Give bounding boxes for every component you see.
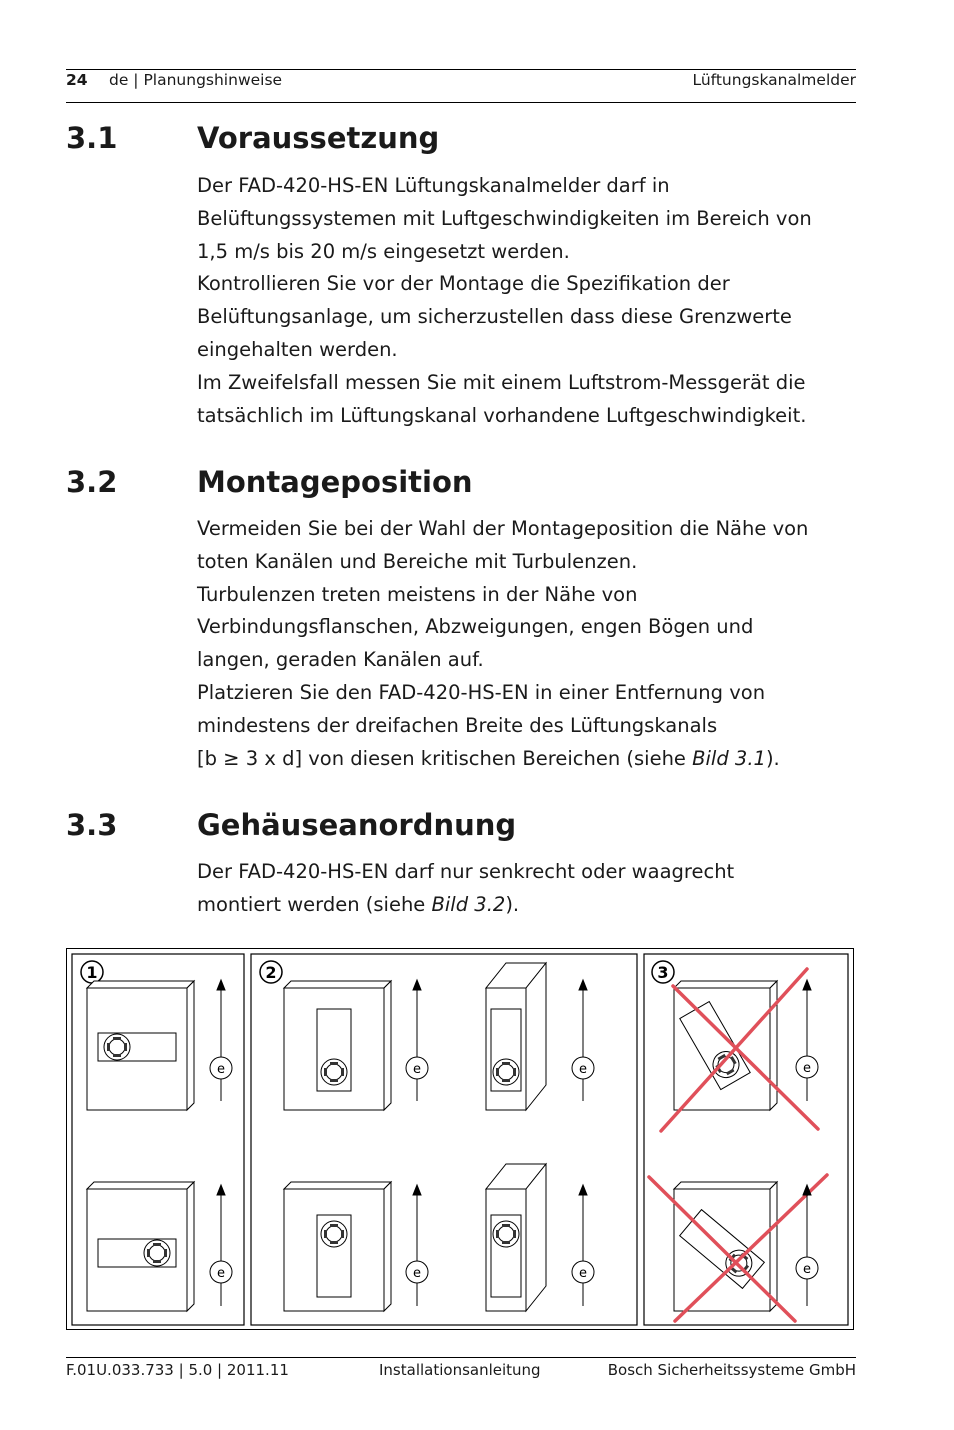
housing-drawing — [486, 963, 546, 1110]
mounting-orientation-figure — [66, 948, 854, 1330]
section-title: Gehäuseanordnung — [197, 808, 517, 842]
housing-drawing — [87, 981, 194, 1110]
body-line: Der FAD-420-HS-EN Lüftungskanalmelder darf in — [197, 174, 670, 197]
body-line: Turbulenzen treten meistens in der Nähe von — [197, 582, 638, 606]
airflow-arrow — [796, 980, 818, 1101]
body-line: mindestens der dreifachen Breite des Lüftungskanals — [197, 713, 718, 737]
header-product: Lüftungskanalmelder — [692, 71, 856, 89]
section-body — [197, 170, 857, 432]
airflow-arrow — [210, 980, 232, 1101]
panel-label-3 — [652, 961, 674, 983]
panel-label-1 — [81, 961, 103, 983]
figure-reference: Bild 3.2 — [431, 892, 506, 916]
airflow-arrow — [572, 1185, 594, 1306]
body-line: langen, geraden Kanälen auf. — [197, 648, 484, 672]
panel-label-2 — [260, 961, 282, 983]
svg-text:e: e — [217, 1062, 225, 1077]
svg-text:e: e — [413, 1266, 421, 1281]
svg-text:e: e — [803, 1262, 811, 1277]
body-line: Vermeiden Sie bei der Wahl der Montageposition die Nähe von — [197, 517, 809, 540]
svg-text:3: 3 — [657, 963, 669, 982]
header-top-rule — [66, 69, 856, 70]
airflow-arrow — [210, 1185, 232, 1306]
svg-text:2: 2 — [265, 963, 277, 982]
body-line: Belüftungssystemen mit Luftgeschwindigkeiten im Bereich von — [197, 206, 812, 230]
section-title: Montageposition — [197, 465, 473, 499]
body-line: toten Kanälen und Bereiche mit Turbulenzen. — [197, 549, 638, 573]
svg-text:e: e — [217, 1266, 225, 1281]
svg-text:e: e — [803, 1061, 811, 1076]
body-line: 1,5 m/s bis 20 m/s eingesetzt werden. — [197, 239, 570, 263]
header-page-number: 24 — [66, 71, 88, 89]
footer-company: Bosch Sicherheitssysteme GmbH — [607, 1361, 856, 1379]
section-body — [197, 856, 857, 922]
section-number: 3.3 — [66, 808, 118, 842]
housing-drawing — [486, 1164, 546, 1311]
housing-drawing — [284, 1182, 391, 1311]
body-line: Belüftungsanlage, um sicherzustellen dass diese Grenzwerte — [197, 305, 792, 329]
footer-doc-type: Installationsanleitung — [379, 1361, 541, 1379]
figure-drawing — [67, 949, 855, 1331]
body-line-with-reference: [b ≥ 3 x d] von diesen kritischen Bereichen (siehe Bild 3.1). — [197, 746, 780, 770]
housing-drawing — [87, 1182, 194, 1311]
section-number: 3.1 — [66, 121, 118, 155]
housing-drawing — [674, 1182, 777, 1311]
header-bottom-rule — [66, 102, 856, 103]
footer-rule — [66, 1357, 856, 1358]
section-body — [197, 513, 857, 775]
housing-drawing — [284, 981, 391, 1110]
body-line: Verbindungsflanschen, Abzweigungen, engen Bögen und — [197, 615, 754, 639]
svg-text:e: e — [579, 1266, 587, 1281]
airflow-arrow — [406, 1185, 428, 1306]
section-title: Voraussetzung — [197, 121, 440, 155]
body-line: Der FAD-420-HS-EN darf nur senkrecht oder waagrecht — [197, 860, 735, 883]
body-line: eingehalten werden. — [197, 337, 398, 361]
figure-reference: Bild 3.1 — [692, 746, 766, 770]
body-line-with-reference: montiert werden (siehe Bild 3.2). — [197, 892, 520, 916]
svg-text:1: 1 — [86, 963, 98, 982]
body-line: tatsächlich im Lüftungskanal vorhandene Luftgeschwindigkeit. — [197, 403, 807, 427]
body-line: Platzieren Sie den FAD-420-HS-EN in einer Entfernung von — [197, 680, 766, 704]
airflow-arrow — [406, 980, 428, 1101]
footer-doc-id: F.01U.033.733 | 5.0 | 2011.11 — [66, 1361, 289, 1379]
header-section: de | Planungshinweise — [109, 71, 283, 89]
body-line: Im Zweifelsfall messen Sie mit einem Luftstrom-Messgerät die — [197, 370, 806, 394]
svg-text:e: e — [579, 1062, 587, 1077]
section-number: 3.2 — [66, 465, 118, 499]
airflow-arrow — [572, 980, 594, 1101]
body-line: Kontrollieren Sie vor der Montage die Spezifikation der — [197, 272, 730, 296]
svg-text:e: e — [413, 1062, 421, 1077]
